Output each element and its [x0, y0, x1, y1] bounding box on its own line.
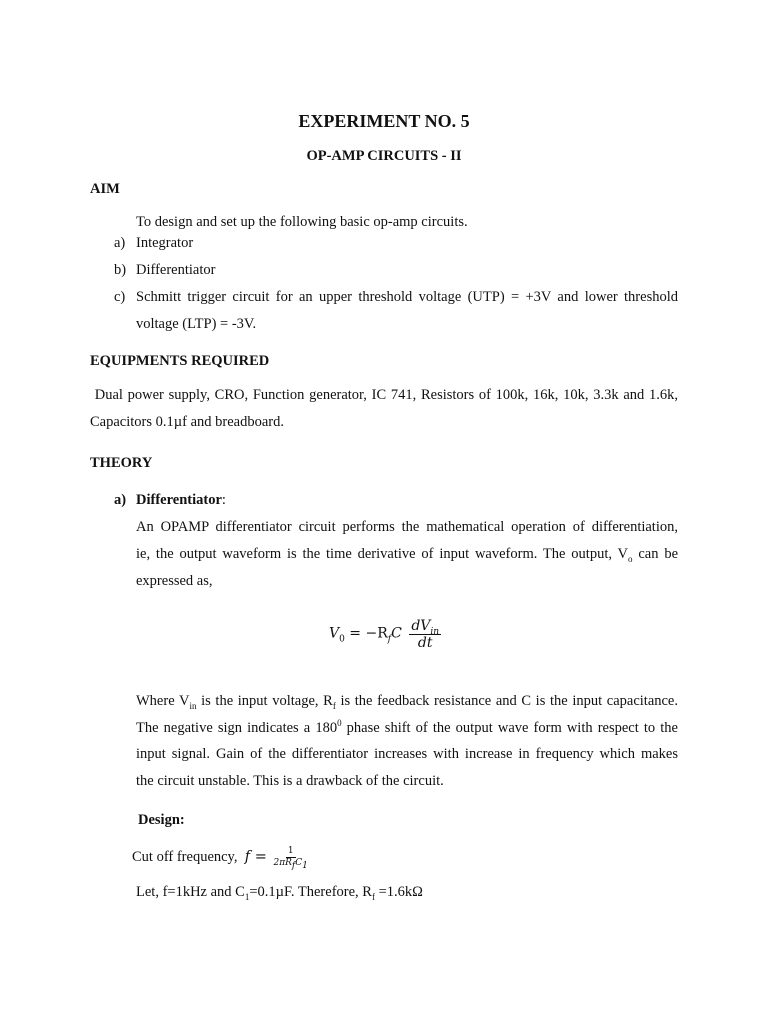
theory-heading: THEORY [90, 455, 153, 471]
experiment-subtitle: OP-AMP CIRCUITS - II [306, 148, 462, 164]
equipments-heading: EQUIPMENTS REQUIRED [90, 353, 270, 369]
theory-paragraph: The negative sign indicates a $180^0$ phase shift of the output wave form with respect to the [136, 718, 678, 736]
theory-sub-heading: Differentiator: [136, 492, 226, 508]
theory-sub-marker: a) [114, 492, 127, 508]
aim-item-text: voltage (LTP) = -3V. [136, 316, 257, 332]
differentiator-equation: $V_0 = -R_fC$ $\frac{dV_{in}}{dt}$ [329, 618, 440, 651]
equipments-text: Dual power supply, CRO, Function generator, IC 741, Resistors of 100k, 16k, 10k, 3.3k and 1.6k, [90, 387, 678, 403]
aim-intro: To design and set up the following basic op-amp circuits. [136, 214, 468, 230]
equipments-text: Capacitors 0.1µf and breadboard. [90, 414, 284, 430]
aim-item-text: Integrator [136, 235, 194, 251]
cutoff-frequency-formula: Cut off frequency, f = $\frac{1}{2\pi R_fC_1}$ [132, 846, 308, 871]
theory-paragraph: input signal. Gain of the differentiator increases with increase in frequency which makes [136, 746, 678, 762]
design-values: Let, f=1kHz and $C_1=0.1\mu F$. Therefore, $R_f =1.6k\Omega$ [136, 884, 423, 902]
aim-item-text: Differentiator [136, 262, 216, 278]
aim-item-marker: a) [114, 235, 126, 251]
experiment-title: EXPERIMENT NO. 5 [298, 111, 470, 131]
theory-paragraph: the circuit unstable. This is a drawback of the circuit. [136, 773, 444, 789]
theory-paragraph: Where $V_{in}$ is the input voltage, $R_f$ is the feedback resistance and C is the input capacitance. [136, 693, 678, 711]
design-heading: Design: [138, 812, 185, 828]
aim-item-text: Schmitt trigger circuit for an upper threshold voltage (UTP) = +3V and lower threshold [136, 289, 678, 305]
theory-paragraph: expressed as, [136, 573, 213, 589]
theory-paragraph: ie, the output waveform is the time derivative of input waveform. The output, $V_o$ can be [136, 546, 678, 564]
aim-heading: AIM [90, 181, 120, 197]
aim-item-marker: c) [114, 289, 126, 305]
theory-paragraph: An OPAMP differentiator circuit performs the mathematical operation of differentiation, [136, 519, 678, 535]
aim-item-marker: b) [114, 262, 127, 278]
